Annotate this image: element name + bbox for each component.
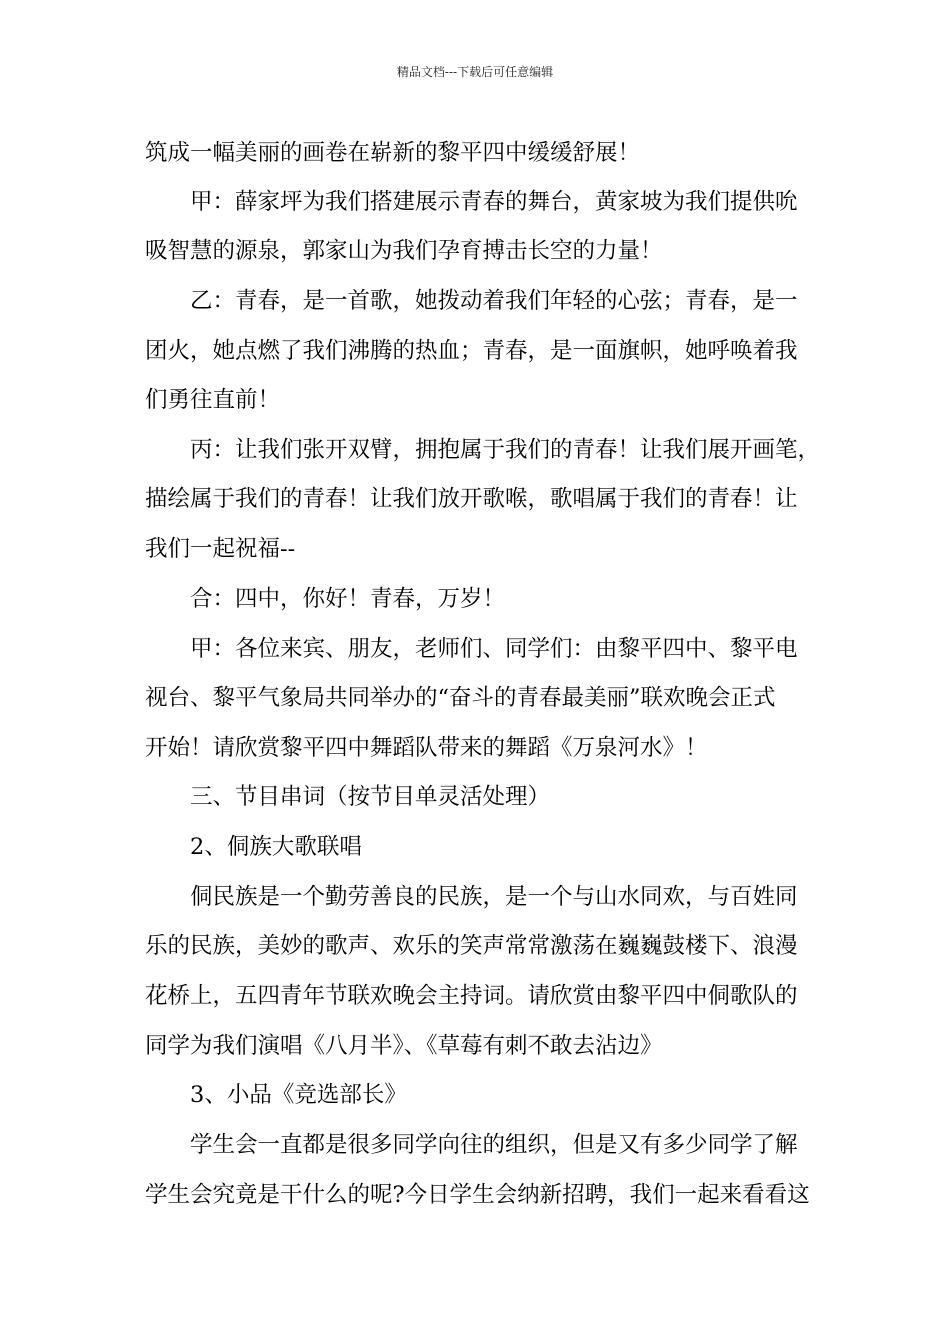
paragraph-line: 团火，她点燃了我们沸腾的热血；青春，是一面旗帜，她呼唤着我 [145,338,798,364]
paragraph-line: 描绘属于我们的青春！让我们放开歌喉，歌唱属于我们的青春！让 [145,486,798,512]
paragraph-line: 乐的民族，美妙的歌声、欢乐的笑声常常激荡在巍巍鼓楼下、浪漫 [145,933,798,959]
paragraph-line: 学生会究竟是干什么的呢?今日学生会纳新招聘，我们一起来看看这 [145,1182,810,1208]
paragraph-line: 甲：薛家坪为我们搭建展示青春的舞台，黄家坡为我们提供吮 [190,189,798,215]
paragraph-line: 学生会一直都是很多同学向往的组织，但是又有多少同学了解 [190,1132,798,1158]
paragraph-line: 甲：各位来宾、朋友，老师们、同学们：由黎平四中、黎平电 [190,636,798,662]
paragraph-line: 开始！请欣赏黎平四中舞蹈队带来的舞蹈《万泉河水》！ [145,735,708,761]
page-header: 精品文档---下载后可任意编辑 [396,65,554,79]
item-heading: 2、侗族大歌联唱 [190,834,362,860]
section-heading: 三、节目串词（按节目单灵活处理） [190,784,551,810]
paragraph-line: 同学为我们演唱《八月半》、《草莓有刺不敢去沾边》 [145,1033,663,1059]
paragraph-line: 视台、黎平气象局共同举办的“奋斗的青春最美丽”联欢晚会正式 [145,685,776,711]
paragraph-line: 合：四中，你好！青春，万岁！ [190,586,506,612]
paragraph-line: 丙：让我们张开双臂，拥抱属于我们的青春！让我们展开画笔， [190,437,821,463]
paragraph-line: 侗民族是一个勤劳善良的民族，是一个与山水同欢，与百姓同 [190,884,798,910]
paragraph-line: 乙：青春，是一首歌，她拨动着我们年轻的心弦；青春，是一 [190,288,798,314]
paragraph-line: 们勇往直前！ [145,387,281,413]
paragraph-line: 花桥上，五四青年节联欢晚会主持词。请欣赏由黎平四中侗歌队的 [145,983,798,1009]
item-heading: 3、小品《竞选部长》 [190,1082,407,1108]
paragraph-line: 我们一起祝福-- [145,536,296,562]
paragraph-line: 筑成一幅美丽的画卷在崭新的黎平四中缓缓舒展！ [145,140,641,166]
paragraph-line: 吸智慧的源泉，郭家山为我们孕育搏击长空的力量！ [145,238,663,264]
